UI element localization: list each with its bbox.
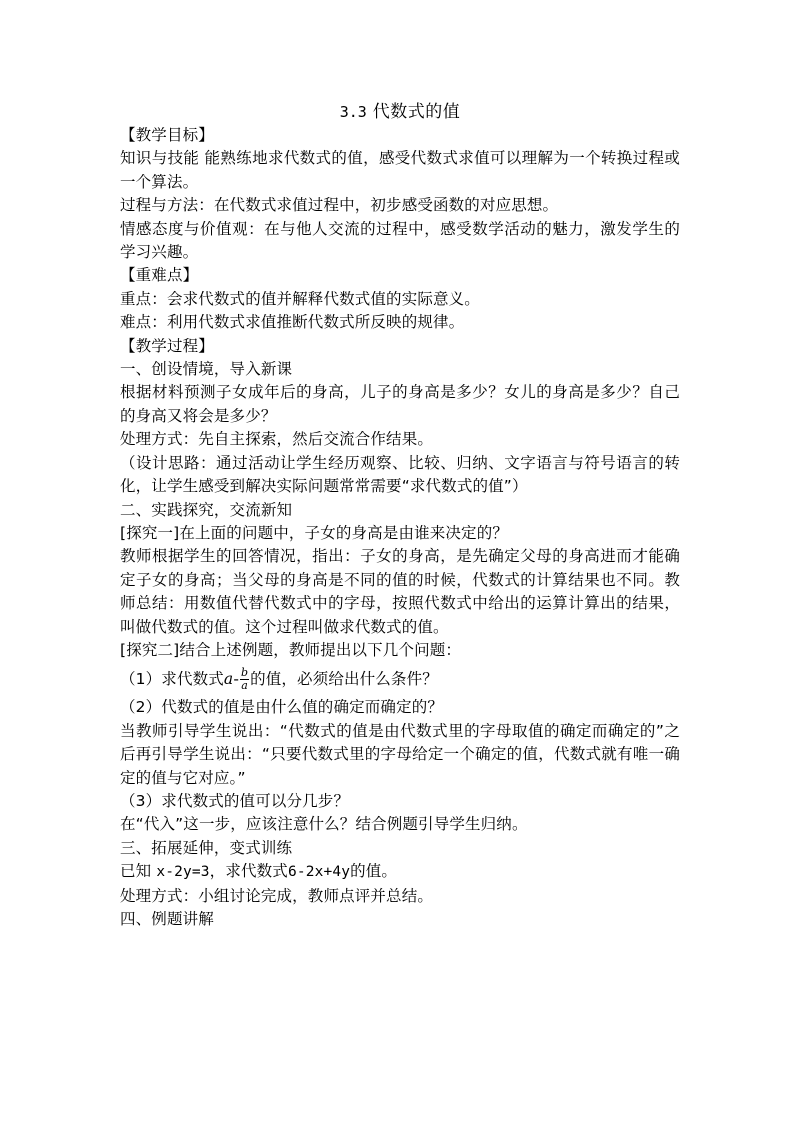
exercise-equation-1: x-2y=3: [156, 864, 210, 881]
title-number: 3.3: [339, 103, 367, 121]
exercise-text-b: ，求代数式: [209, 862, 288, 881]
key-header: 【重难点】: [120, 266, 199, 285]
title-text: 代数式的值: [372, 102, 461, 122]
process-header: 【教学过程】: [120, 336, 214, 355]
section-2-guidance: 当教师引导学生说出：“代数式的值是由代数式里的字母取值的确定而确定的”之后再引导学生说出：“只要代数式里的字母给定一个确定的值，代数式就有唯一确定的值与它对应。”: [120, 721, 680, 787]
exercise-equation-2: 6-2x+4y: [287, 864, 351, 881]
section-2-paragraph: 教师根据学生的回答情况，指出：子女的身高，是先确定父母的身高进而才能确定子女的身高；当父母的身高是不同的值的时候，代数式的计算结果也不同。教师总结：用数值代替代数式中的字母，按照代数式中给出的运算计算出的结果，叫做代数式的值。这个过程叫做求代数式的值。: [120, 547, 680, 636]
fraction-numerator: b: [240, 665, 249, 679]
question-3: （3）求代数式的值可以分几步？: [120, 791, 350, 810]
section-3-title: 三、拓展延伸，变式训练: [120, 838, 293, 857]
section-1-title: 一、创设情境，导入新课: [120, 360, 293, 379]
section-1-method: 处理方式：先自主探索，然后交流合作结果。: [120, 430, 434, 449]
exercise-text-a: 已知: [120, 862, 157, 881]
question-1-suffix: 的值，必须给出什么条件？: [250, 670, 438, 689]
exercise-text-c: 的值。: [350, 862, 398, 881]
section-1-design-note: （设计思路：通过活动让学生经历观察、比较、归纳、文字语言与符号语言的转化，让学生感受到解决实际问题常常需要“求代数式的值”）: [120, 453, 680, 496]
goals-header: 【教学目标】: [120, 126, 214, 144]
section-3-exercise: [120, 860, 680, 884]
difficult-point: 难点：利用代数式求值推断代数式所反映的规律。: [120, 313, 465, 332]
section-2-title: 二、实践探究，交流新知: [120, 500, 293, 519]
section-1-paragraph: 根据材料预测子女成年后的身高，儿子的身高是多少？女儿的身高是多少？自己的身高又将会是多少？: [120, 383, 680, 425]
goals-knowledge: 知识与技能 能熟练地求代数式的值，感受代数式求值可以理解为一个转换过程或一个算法。: [120, 149, 680, 191]
question-2: （2）代数式的值是由什么值的确定而确定的？: [120, 698, 444, 717]
key-point: 重点：会求代数式的值并解释代数式值的实际意义。: [120, 289, 480, 308]
question-1: [120, 662, 680, 696]
formula-fraction: [240, 667, 249, 692]
section-3-method: 处理方式：小组讨论完成，教师点评并总结。: [120, 886, 434, 905]
page-title: [120, 98, 680, 126]
substitution-note: 在“代入”这一步，应该注意什么？结合例题引导学生归纳。: [120, 815, 528, 834]
explore-1: [探究一]在上面的问题中，子女的身高是由谁来决定的？: [120, 523, 508, 542]
question-1-prefix: （1）求代数式: [120, 670, 224, 689]
fraction-denominator: a: [241, 678, 248, 692]
section-4-title: 四、例题讲解: [120, 910, 214, 928]
document-page: [120, 98, 680, 931]
explore-2: [探究二]结合上述例题，教师提出以下几个问题：: [120, 640, 462, 659]
goals-process: 过程与方法：在代数式求值过程中，初步感受函数的对应思想。: [120, 196, 559, 215]
formula-variable-a: a: [223, 670, 234, 689]
goals-attitude: 情感态度与价值观：在与他人交流的过程中，感受数学活动的魅力，激发学生的学习兴趣。: [120, 219, 680, 262]
formula-minus: -: [233, 670, 240, 689]
